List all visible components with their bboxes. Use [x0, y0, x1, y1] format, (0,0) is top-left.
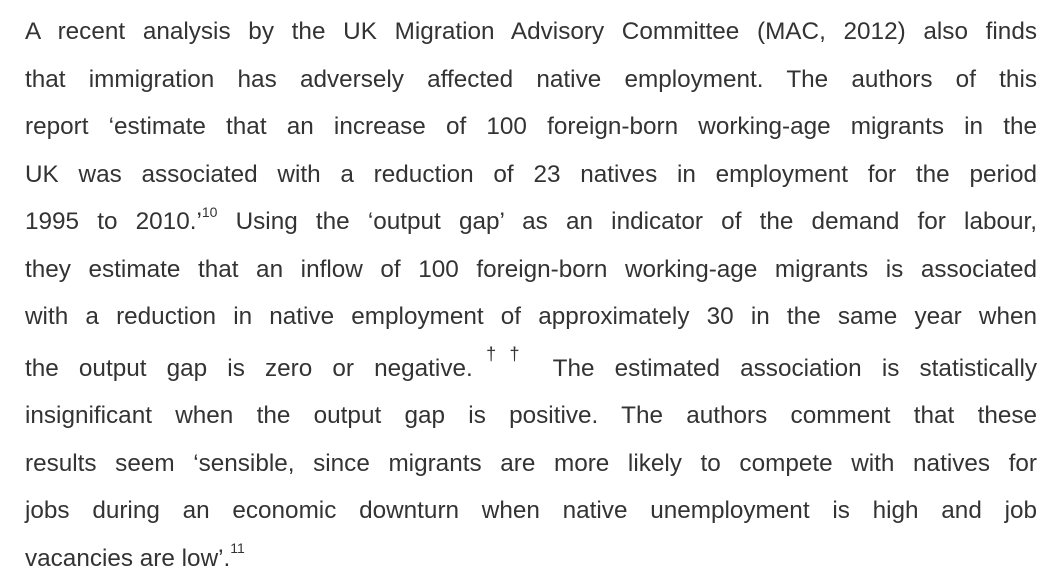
line-5-text-before: 1995 to 2010.’: [25, 208, 202, 235]
paragraph-line-4: UK was associated with a reduction of 23 natives in employment for the period: [25, 160, 1037, 188]
footnote-marker-11: 11: [230, 540, 245, 557]
paragraph-line-2: that immigration has adversely affected native employment. The authors of this: [25, 65, 1037, 93]
paragraph-line-11: jobs during an economic downturn when native unemployment is high and job: [25, 497, 1037, 524]
line-12-text-before: vacancies are low’.: [25, 544, 231, 572]
line-8-text-after: The estimated association is statistically: [532, 354, 1037, 382]
paragraph-line-6: they estimate that an inflow of 100 foreign-born working-age migrants is associated: [25, 255, 1037, 283]
paragraph-line-7: with a reduction in native employment of approximately 30 in the same year when: [25, 303, 1037, 330]
paragraph-line-3: report ‘estimate that an increase of 100 foreign-born working-age migrants in the: [25, 113, 1037, 140]
line-5-text-after: Using the ‘output gap’ as an indicator of the demand for labour,: [217, 208, 1038, 235]
line-8-text-before: the output gap is zero or negative.: [25, 354, 473, 382]
paragraph-line-1: A recent analysis by the UK Migration Advisory Committee (MAC, 2012) also finds: [25, 18, 1037, 45]
paragraph-line-10: results seem ‘sensible, since migrants are more likely to compete with natives for: [25, 449, 1037, 477]
paragraph-line-8: [25, 341, 1037, 393]
footnote-marker-dagger: ††: [472, 344, 533, 365]
paragraph-line-9: insignificant when the output gap is positive. The authors comment that these: [25, 402, 1037, 429]
paragraph-line-12: [25, 535, 1037, 583]
document-body: [25, 8, 1037, 582]
paragraph-line-5: [25, 198, 1037, 246]
footnote-marker-10: 10: [201, 203, 218, 220]
